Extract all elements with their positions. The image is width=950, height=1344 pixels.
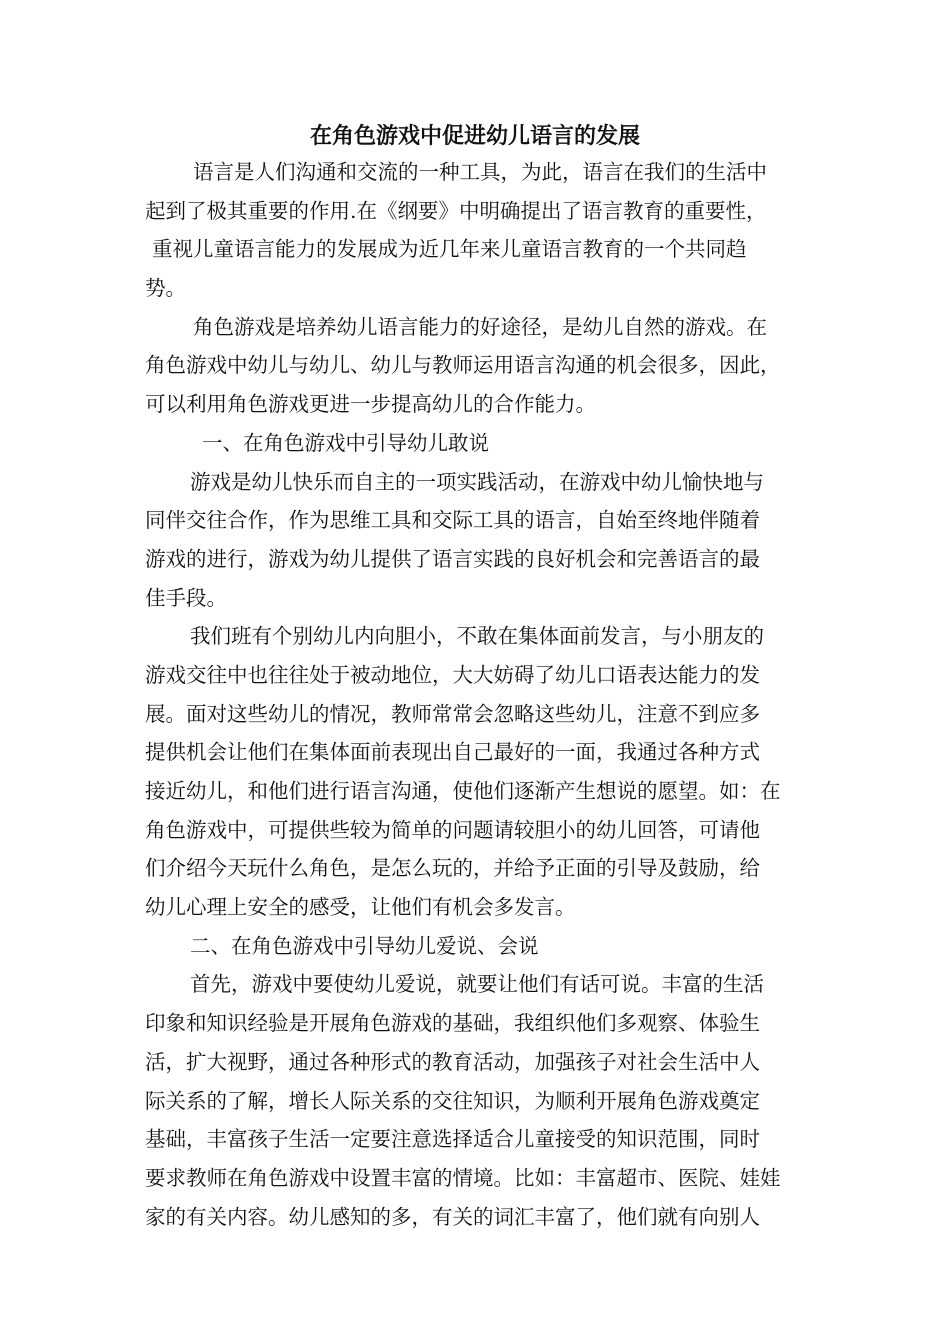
text-line: 游戏是幼儿快乐而自主的一项实践活动，在游戏中幼儿愉快地与 [190, 469, 764, 494]
text-line: 接近幼儿，和他们进行语言沟通，使他们逐渐产生想说的愿望。如：在 [145, 779, 781, 803]
text-line: 游戏的进行，游戏为幼儿提供了语言实践的良好机会和完善语言的最 [145, 546, 760, 571]
text-line: 势。 [145, 276, 186, 301]
section-heading: 一、在角色游戏中引导幼儿敢说 [202, 430, 489, 455]
text-line: 活，扩大视野，通过各种形式的教育活动，加强孩子对社会生活中人 [145, 1049, 760, 1074]
text-line: 游戏交往中也往往处于被动地位，大大妨碍了幼儿口语表达能力的发 [145, 662, 760, 687]
text-line: 佳手段。 [145, 585, 227, 610]
text-line: 基础，丰富孩子生活一定要注意选择适合儿童接受的知识范围，同时 [145, 1127, 760, 1152]
text-line: 们介绍今天玩什么角色，是怎么玩的，并给予正面的引导及鼓励，给 [145, 856, 760, 881]
document-title: 在角色游戏中促进幼儿语言的发展 [309, 123, 640, 149]
text-line: 语言是人们沟通和交流的一种工具，为此，语言在我们的生活中 [193, 160, 767, 184]
document-body [145, 153, 810, 1236]
text-line: 角色游戏中幼儿与幼儿、幼儿与教师运用语言沟通的机会很多，因此， [145, 353, 781, 378]
text-line: 同伴交往合作，作为思维工具和交际工具的语言，自始至终地伴随着 [145, 508, 760, 533]
text-line: 可以利用角色游戏更进一步提高幼儿的合作能力。 [145, 392, 596, 417]
text-line: 际关系的了解，增长人际关系的交往知识，为顺利开展角色游戏奠定 [145, 1088, 760, 1113]
text-line: 我们班有个别幼儿内向胆小，不敢在集体面前发言，与小朋友的 [190, 624, 764, 649]
text-line: 角色游戏是培养幼儿语言能力的好途径，是幼儿自然的游戏。在 [193, 314, 767, 339]
text-line: 提供机会让他们在集体面前表现出自己最好的一面，我通过各种方式 [145, 740, 760, 765]
text-line: 印象和知识经验是开展角色游戏的基础，我组织他们多观察、体验生 [145, 1011, 760, 1036]
text-line: 重视儿童语言能力的发展成为近几年来儿童语言教育的一个共同趋 [152, 237, 747, 262]
text-line: 幼儿心理上安全的感受，让他们有机会多发言。 [145, 895, 576, 920]
text-line: 展。面对这些幼儿的情况，教师常常会忽略这些幼儿，注意不到应多 [145, 701, 760, 726]
text-line: 要求教师在角色游戏中设置丰富的情境。比如：丰富超市、医院、娃娃 [145, 1165, 781, 1190]
section-heading: 二、在角色游戏中引导幼儿爱说、会说 [190, 933, 539, 958]
text-line: 角色游戏中，可提供些较为简单的问题请较胆小的幼儿回答，可请他 [145, 817, 760, 842]
text-line: 家的有关内容。幼儿感知的多，有关的词汇丰富了，他们就有向别人 [145, 1204, 760, 1229]
text-line: 首先，游戏中要使幼儿爱说，就要让他们有话可说。丰富的生活 [190, 972, 764, 997]
text-line: 起到了极其重要的作用.在《纲要》中明确提出了语言教育的重要性， [145, 198, 767, 223]
